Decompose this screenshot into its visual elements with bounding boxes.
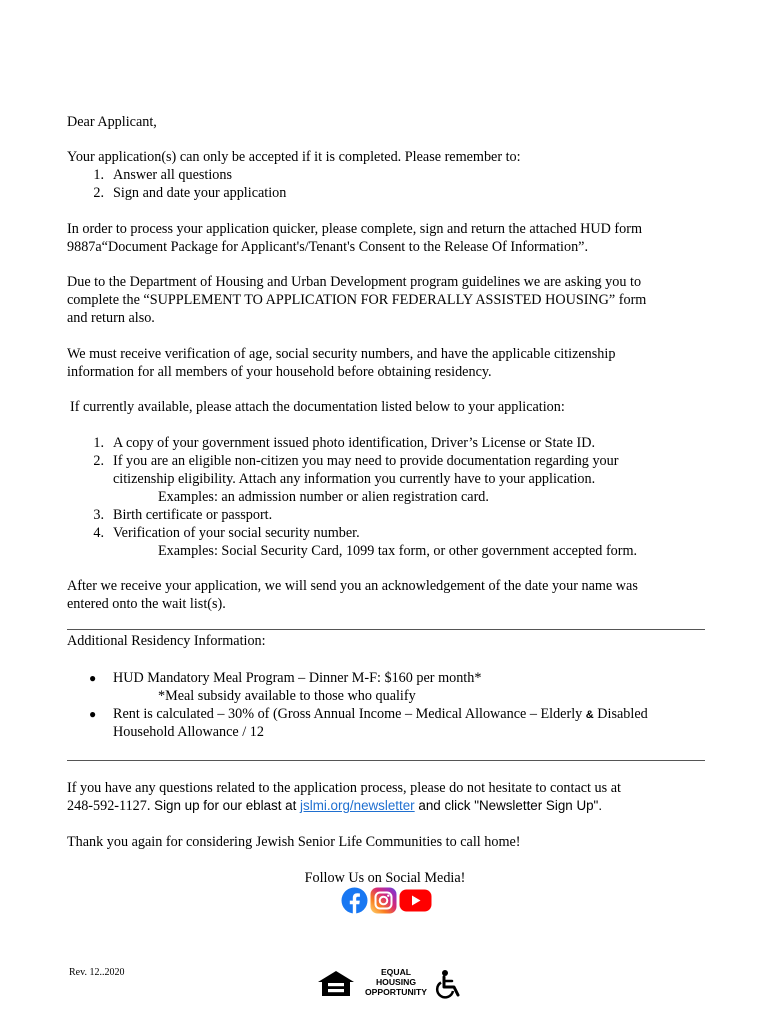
signup-text: and click "Newsletter Sign Up". bbox=[414, 798, 603, 813]
list-number: 4. bbox=[93, 525, 104, 541]
greeting: Dear Applicant, bbox=[67, 114, 157, 130]
equal-housing-text bbox=[358, 967, 434, 997]
instagram-icon[interactable] bbox=[370, 887, 397, 914]
social-icons bbox=[341, 887, 432, 915]
document-item: Verification of your social security number. bbox=[113, 525, 360, 541]
bullet: ● bbox=[89, 707, 97, 721]
list-item: Sign and date your application bbox=[113, 185, 287, 201]
document-item: A copy of your government issued photo identification, Driver’s License or State ID. bbox=[113, 435, 595, 451]
contact-signup bbox=[67, 797, 602, 815]
revision-date: Rev. 12..2020 bbox=[69, 967, 125, 978]
list-number: 1. bbox=[93, 167, 104, 183]
meal-program: HUD Mandatory Meal Program – Dinner M-F: $160 per month* bbox=[113, 670, 482, 686]
document-item: If you are an eligible non-citizen you may need to provide documentation regarding your bbox=[113, 453, 619, 469]
meal-note: *Meal subsidy available to those who qualify bbox=[158, 688, 416, 704]
newsletter-link[interactable]: jslmi.org/newsletter bbox=[300, 798, 415, 813]
list-number: 3. bbox=[93, 507, 104, 523]
list-number: 2. bbox=[93, 185, 104, 201]
bullet: ● bbox=[89, 671, 97, 685]
divider bbox=[67, 760, 705, 761]
list-number: 2. bbox=[93, 453, 104, 469]
acknowledgement-text: After we receive your application, we will send you an acknowledgement of the date your name was bbox=[67, 578, 638, 594]
document-example: Examples: an admission number or alien registration card. bbox=[158, 489, 489, 505]
list-item: Answer all questions bbox=[113, 167, 233, 183]
supplement-text: complete the “SUPPLEMENT TO APPLICATION FOR FEDERALLY ASSISTED HOUSING” form bbox=[67, 292, 647, 308]
signup-text: Sign up for our eblast at bbox=[150, 798, 301, 813]
acknowledgement-text: entered onto the wait list(s). bbox=[67, 596, 226, 612]
residency-heading: Additional Residency Information: bbox=[67, 633, 266, 649]
hud-form-text: In order to process your application quicker, please complete, sign and return the attached HUD form bbox=[67, 221, 643, 237]
intro-text: Your application(s) can only be accepted if it is completed. Please remember to: bbox=[67, 149, 521, 165]
equal-housing-line: HOUSING bbox=[375, 977, 417, 987]
youtube-icon[interactable] bbox=[399, 887, 432, 914]
contact-text: If you have any questions related to the application process, please do not hesitate to contact us at bbox=[67, 780, 621, 796]
verification-text: information for all members of your household before obtaining residency. bbox=[67, 364, 492, 380]
supplement-text: and return also. bbox=[67, 310, 155, 326]
rent-calculation: Household Allowance / 12 bbox=[113, 724, 264, 740]
document-item: citizenship eligibility. Attach any information you currently have to your application. bbox=[113, 471, 596, 487]
facebook-icon[interactable] bbox=[341, 887, 368, 914]
house-icon bbox=[317, 970, 355, 997]
rent-text: Disabled bbox=[593, 706, 648, 722]
equal-housing-logo bbox=[317, 967, 467, 999]
divider bbox=[67, 629, 705, 630]
ampersand: & bbox=[585, 709, 594, 721]
supplement-text: Due to the Department of Housing and Urban Development program guidelines we are asking you to bbox=[67, 274, 642, 290]
rent-calculation bbox=[113, 705, 648, 724]
equal-housing-line: OPPORTUNITY bbox=[364, 987, 428, 997]
rent-text: Rent is calculated – 30% of (Gross Annual Income – Medical Allowance – Elderly bbox=[113, 706, 586, 722]
equal-housing-line: EQUAL bbox=[380, 967, 412, 977]
verification-text: We must receive verification of age, social security numbers, and have the applicable citizenship bbox=[67, 346, 616, 362]
wheelchair-icon bbox=[435, 969, 465, 999]
document-example: Examples: Social Security Card, 1099 tax form, or other government accepted form. bbox=[158, 543, 638, 559]
social-heading: Follow Us on Social Media! bbox=[304, 870, 466, 886]
list-number: 1. bbox=[93, 435, 104, 451]
thanks-text: Thank you again for considering Jewish Senior Life Communities to call home! bbox=[67, 834, 521, 850]
phone-number: 248-592-1127. bbox=[67, 798, 151, 814]
attach-intro: If currently available, please attach the documentation listed below to your application: bbox=[70, 399, 565, 415]
document-item: Birth certificate or passport. bbox=[113, 507, 273, 523]
hud-form-text: 9887a“Document Package for Applicant's/Tenant's Consent to the Release Of Information”. bbox=[67, 239, 589, 255]
